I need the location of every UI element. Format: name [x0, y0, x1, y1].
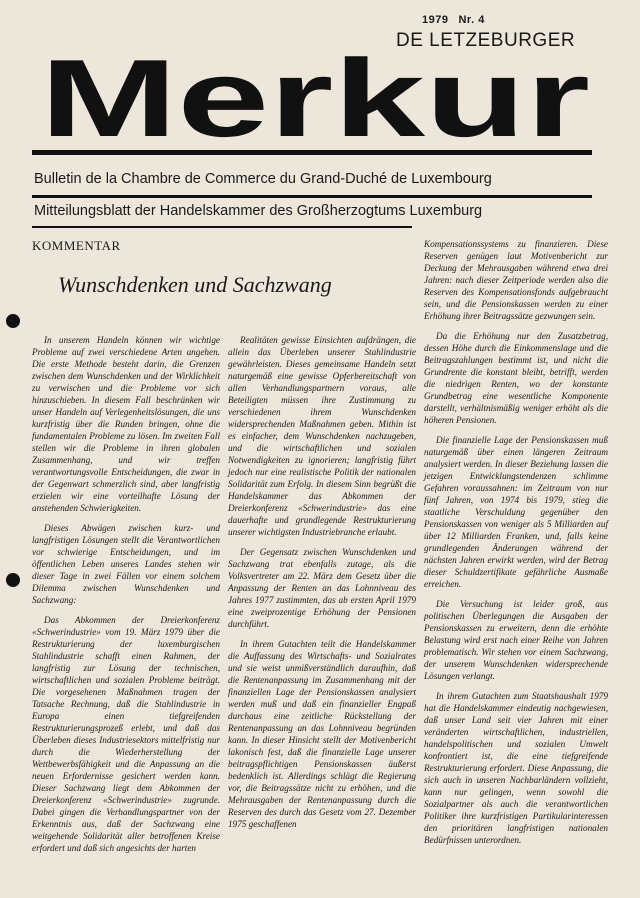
subtitle-german: Mitteilungsblatt der Handelskammer des Großherzogtums Luxemburg	[34, 203, 483, 219]
masthead-rule	[32, 150, 592, 155]
subtitle-french: Bulletin de la Chambre de Commerce du Grand-Duché de Luxembourg	[34, 171, 492, 187]
issue-number: Nr. 4	[458, 14, 485, 26]
punch-hole-bottom	[6, 573, 20, 587]
punch-hole-top	[6, 314, 20, 328]
paragraph: Dieses Abwägen zwischen kurz- und langfristigen Lösungen stellt die Verantwortlichen vor schwierige Entscheidungen, und im öffentlichen Leben unseres Landes stehen wir dieser Tage in zwei Fällen vor einem solchem Dilemma zwischen Wunschdenken und Sachzwang:	[32, 523, 220, 605]
issue-line	[422, 14, 495, 26]
header-bottom-rule	[32, 226, 412, 228]
paragraph: Kompensationssystems zu finanzieren. Diese Reserven genügen laut Motivenbericht zur Deckung der Mehrausgaben während etwa drei Jahren: nach dieser Zeitperiode werden also die Reserven des Kompensationsfonds aufgebraucht sein, und die Pensionskassen werden zu einer Erhöhung ihrer Beitragssätze gezwungen sein.	[424, 239, 608, 321]
paragraph: Der Gegensatz zwischen Wunschdenken und Sachzwang trat ebenfalls zutage, als die Volksvertreter am 22. März dem Gesetz über die Anpassung der Renten an das Lohnniveau des Jahres 1977 zustimmten, das ab ersten April 1979 eine zweiprozentige Erhöhung der Pensionen durchführt.	[228, 547, 416, 629]
paragraph: Da die Erhöhung nur den Zusatzbetrag, dessen Höhe durch die Einkommenslage und die Beitragszahlungen bestimmt ist, und nicht die Grundrente die konstant bleibt, betrifft, werden die niedrigen Renten, wo der konstante Grundbetrag eine wesentliche Komponente darstellt, verhältnismäßig weniger erhöht als die höheren Pensionen.	[424, 331, 608, 425]
paragraph: Realitäten gewisse Einsichten aufdrängen, die allein das Überleben unserer Stahlindustrie gewährleisten. Dieses gemeinsame Handeln setzt naturgemäß eine gewisse Opferbereitschaft von allen Verhandlungspartnern voraus, alle Beteiligten müssen ihre Zustimmung zu verschiedenen ihrem Wunschdenken widersprechenden Maßnahmen geben. Mithin ist es einfacher, dem Wunschdenken nachzugeben, und die wirtschaftlichen und sozialen Notwendigkeiten zu ignorieren; langfristig führt jedoch nur eine realistische Politik der nationalen Solidarität zum Erfolg. In diesem Sinn begrüßt die Handelskammer das Abkommen der Dreierkonferenz «Schwerindustrie» das eine dauerhafte und grundlegende Restrukturierung unserer wichtigsten Industriebranche erlaubt.	[228, 335, 416, 537]
country-label: DE LETZEBURGER	[396, 30, 576, 51]
article-column-2	[228, 334, 416, 838]
paragraph: Das Abkommen der Dreierkonferenz «Schwerindustrie» vom 19. März 1979 über die Restrukturierung der luxemburgischen Stahlindustrie schafft einen Rahmen, der langfristig zur Lösung der technischen, wirtschaftlichen und sozialen Probleme beiträgt. Die vorgesehenen Maßnahmen tragen der Tatsache Rechnung, daß die Stahlindustrie in Europa einen tiefgreifenden Restrukturierungsprozeß erlebt, und daß das Überleben dieses Industriesektors mittelfristig nur durch die Wiederherstellung der Wettbewerbsfähigkeit und die Anpassung an die neuen Erfordernisse gesichert werden kann. Dieser Sachzwang liegt dem Abkommen der Dreierkonferenz «Schwerindustrie» zugrunde. Dabei gingen die Verhandlungspartner von der Erkenntnis aus, daß der Sachzwang eine weitgehende Solidarität aller betroffenen Kreise erfordert und daß sich angesichts der harten	[32, 615, 220, 853]
paragraph: Die finanzielle Lage der Pensionskassen muß naturgemäß über einen längeren Zeitraum analysiert werden. In dieser Beziehung lassen die jetzigen Entwicklungstendenzen schlimme Gefahren voraussahnen: im Zeitraum von nur fünf Jahren, von 1974 bis 1979, stieg die staatliche Verschuldung gegenüber den Pensionskassen von weniger als 5 Milliarden auf über 12 Milliarden Franken, und, falls keine grundlegenden Änderungen während der nächsten Jahren erwirkt werden, wird der Betrag dieser Schuldzertifikate gefährliche Ausmaße erreichen.	[424, 435, 608, 589]
issue-year: 1979	[422, 14, 449, 26]
subtitle-divider	[32, 195, 592, 198]
article-headline: Wunschdenken und Sachzwang	[58, 272, 332, 297]
paragraph: Die Versuchung ist leider groß, aus politischen Überlegungen die Ausgaben der Pensionskassen zu erweitern, denn die erhöhte Belastung wird erst nach einer Reihe von Jahren problematisch. Wir stehen vor einem Sachzwang, der unserem Wunschdenken widersprechende Lösungen verlangt.	[424, 599, 608, 681]
article-column-3	[424, 238, 608, 854]
paragraph: In ihrem Gutachten zum Staatshaushalt 1979 hat die Handelskammer eindeutig nachgewiesen, daß unser Land seit vier Jahren mit einer veränderten wirtschaftlichen, industriellen, handelspolitischen und sozialen Umwelt konfrontiert ist, die eine tiefgreifende Restrukturierung erfordert. Diese Anpassung, die sich auch in unseren Nachbarländern vollzieht, kann nur gelingen, wenn sowohl die Sozialpartner als auch die verantwortlichen Politiker ihre kurzfristigen Partikularinteressen den prioritären langfristigen nationalen Bedürfnissen unterordnen.	[424, 691, 608, 845]
paragraph: In unserem Handeln können wir wichtige Probleme auf zwei verschiedene Arten angehen. Die erste Methode besteht darin, die Grenzen zwischen dem Wunschdenken und der Wirklichkeit zu verwischen und die Probleme vor sich hinzuschieben. In diesem Fall beschränken wir unser Handeln auf Verlegenheitslösungen, die uns kurzfristig über die Runden bringen, ohne die fundamentalen Probleme zu lösen. Im zweiten Fall stellen wir die Probleme in ihren globalen Zusammenhang, und wir treffen verantwortungsvolle Entscheidungen, die zwar in der Gegenwart schmerzlich sind, aber langfristig erzielen wir eine vorteilhafte Lösung der anstehenden Schwierigkeiten.	[32, 335, 220, 513]
article-column-1	[32, 334, 220, 862]
masthead-logo	[40, 34, 590, 142]
section-label: KOMMENTAR	[32, 238, 121, 253]
masthead-title: Merkur	[40, 37, 590, 142]
paragraph: In ihrem Gutachten teilt die Handelskammer die Auffassung des Wirtschafts- und Sozialrates und sie weist unmißverständlich daraufhin, daß die Rentenanpassung im Zusammenhang mit der finanziellen Lage der Pensionskassen analysiert werden muß und daß ein finanzieller Engpaß durchaus eine zeitliche Rückstellung der Rentenanpassung an das Lohnniveau begründen kann. In dieser Hinsicht stellt der Motivenbericht lakonisch fest, daß die finanzielle Lage unserer beitragspflichtigen Pensionskassen äußerst bedenklich ist. Allerdings schlägt die Regierung vor, die Beitragssätze nicht zu erhöhen, und die Mehrausgaben der Rentenanpassung durch die Reserven des durch das Gesetz vom 27. Dezember 1975 geschaffenen	[228, 639, 416, 829]
